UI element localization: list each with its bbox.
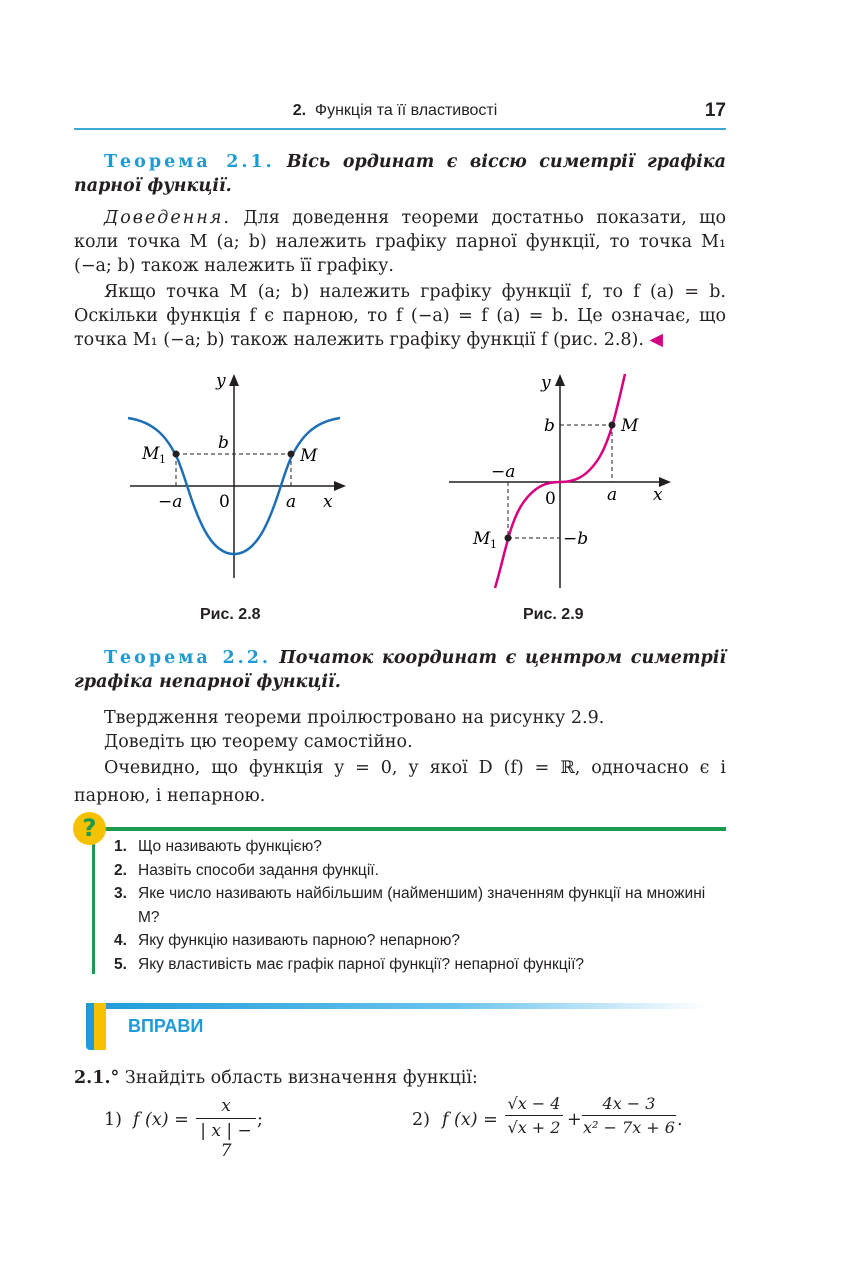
- question-item: 3. Яке число називають найбільшим (найменшим) значенням функції на множині M?: [114, 885, 706, 926]
- exercise-number: 2.1.°: [74, 1068, 120, 1088]
- item-2-plus: +: [567, 1110, 582, 1130]
- m-label: M: [300, 446, 318, 466]
- y-axis-arrow: [229, 374, 239, 386]
- item-2-numerator-1: √x − 4: [505, 1094, 563, 1116]
- y-label: y: [541, 373, 551, 393]
- statement-paragraph: Твердження теореми проілюстровано на рисунку 2.9.: [104, 708, 605, 728]
- item-2-fraction-2: [582, 1094, 676, 1137]
- item-1-label: 1): [104, 1110, 122, 1130]
- m1-label: M: [142, 444, 160, 464]
- proof-text: Для доведення теореми достатньо показати, що коли точка M (a; b) належить графіку парної функції, то точка M₁ (−a; b) також належить її графіку.: [74, 208, 726, 276]
- m1-subscript: 1: [159, 453, 166, 466]
- item-1-denominator: | x | − 7: [200, 1121, 252, 1161]
- item-2-denominator-2: x² − 7x + 6: [583, 1118, 675, 1137]
- neg-b-label: −b: [563, 529, 589, 549]
- point-m: [609, 422, 616, 429]
- item-2-end: .: [677, 1110, 683, 1130]
- questions-side-rule: [92, 832, 95, 974]
- item-2-lhs: f (x) =: [442, 1110, 498, 1130]
- theorem-label: Теорема 2.1.: [104, 152, 275, 172]
- exercise-text: Знайдіть область визначення функції:: [124, 1068, 478, 1088]
- question-item: 2. Назвіть способи задання функції.: [114, 861, 379, 879]
- a-label: a: [286, 492, 297, 512]
- theorem-text: Початок координат є центром симетрії графіка непарної функції.: [74, 648, 726, 692]
- point-m1: [505, 535, 512, 542]
- page-number: 17: [704, 100, 726, 121]
- prove-paragraph: Доведіть цю теорему самостійно.: [104, 732, 413, 752]
- theorem-2-1: [74, 150, 726, 198]
- theorem-2-2: [74, 646, 726, 694]
- figure-2-9: [445, 366, 685, 591]
- m1-subscript: 1: [490, 538, 497, 551]
- y-axis-arrow: [555, 374, 565, 386]
- question-item: 5. Яку властивість має графік парної функції? непарної функції?: [114, 955, 585, 973]
- header-rule: [74, 128, 726, 130]
- origin-label: 0: [219, 492, 230, 512]
- section-title: Функція та її властивості: [314, 102, 498, 119]
- item-1-end: ;: [257, 1110, 263, 1130]
- theorem-text: Вісь ординат є віссю симетрії графіка парної функції.: [74, 152, 726, 196]
- proof-label: Доведення.: [104, 208, 231, 228]
- section-number: 2.: [292, 102, 307, 119]
- figure-2-9-caption: Рис. 2.9: [523, 606, 584, 623]
- item-2-label: 2): [412, 1110, 430, 1130]
- item-1-numerator: x: [196, 1096, 256, 1119]
- end-of-proof-mark: ◀: [649, 330, 663, 350]
- b-label: b: [218, 433, 229, 453]
- questions-rule: [104, 827, 726, 831]
- even-function-paragraph: [74, 280, 726, 352]
- b-label: b: [544, 416, 555, 436]
- question-badge-icon: ?: [73, 812, 106, 845]
- m-label: M: [621, 416, 639, 436]
- x-label: x: [323, 492, 333, 512]
- x-axis-arrow: [334, 481, 346, 491]
- y-label: y: [216, 371, 226, 391]
- proof-paragraph: [74, 206, 726, 278]
- point-m: [288, 451, 295, 458]
- exercises-tab: [86, 1003, 106, 1050]
- figure-2-8: [120, 368, 360, 583]
- running-header: [0, 102, 790, 120]
- theorem-label: Теорема 2.2.: [104, 648, 272, 668]
- zero-function-paragraph: Очевидно, що функція y = 0, у якої D (f) = ℝ, одночасно є і парною, і непарною.: [74, 758, 726, 806]
- neg-a-label: −a: [158, 492, 183, 512]
- exercise-2-1: [74, 1068, 478, 1088]
- item-1-lhs: f (x) =: [133, 1110, 189, 1130]
- a-label: a: [607, 485, 618, 505]
- question-item: 1. Що називають функцією?: [114, 838, 322, 855]
- item-2-numerator-2: 4x − 3: [582, 1094, 676, 1116]
- even-function-text: Якщо точка M (a; b) належить графіку функції f, то f (a) = b. Оскільки функція f є парною, то f (−a) = f (a) = b. Це означає, що точка M₁ (−a; b) також належить графіку функції f (рис. 2.8).: [74, 282, 726, 350]
- item-2-denominator-1: √x + 2: [507, 1118, 561, 1137]
- x-label: x: [653, 485, 663, 505]
- questions-list: [114, 835, 726, 976]
- origin-label: 0: [545, 489, 556, 509]
- exercises-bar: [86, 1003, 706, 1009]
- item-2-fraction-1: [505, 1094, 563, 1137]
- point-m1: [173, 451, 180, 458]
- exercises-title: ВПРАВИ: [128, 1016, 204, 1036]
- item-1-fraction: [196, 1096, 256, 1161]
- m1-label: M: [473, 529, 491, 549]
- figure-2-8-caption: Рис. 2.8: [200, 606, 261, 623]
- neg-a-label: −a: [491, 462, 516, 482]
- question-item: 4. Яку функцію називають парною? непарною?: [114, 932, 460, 949]
